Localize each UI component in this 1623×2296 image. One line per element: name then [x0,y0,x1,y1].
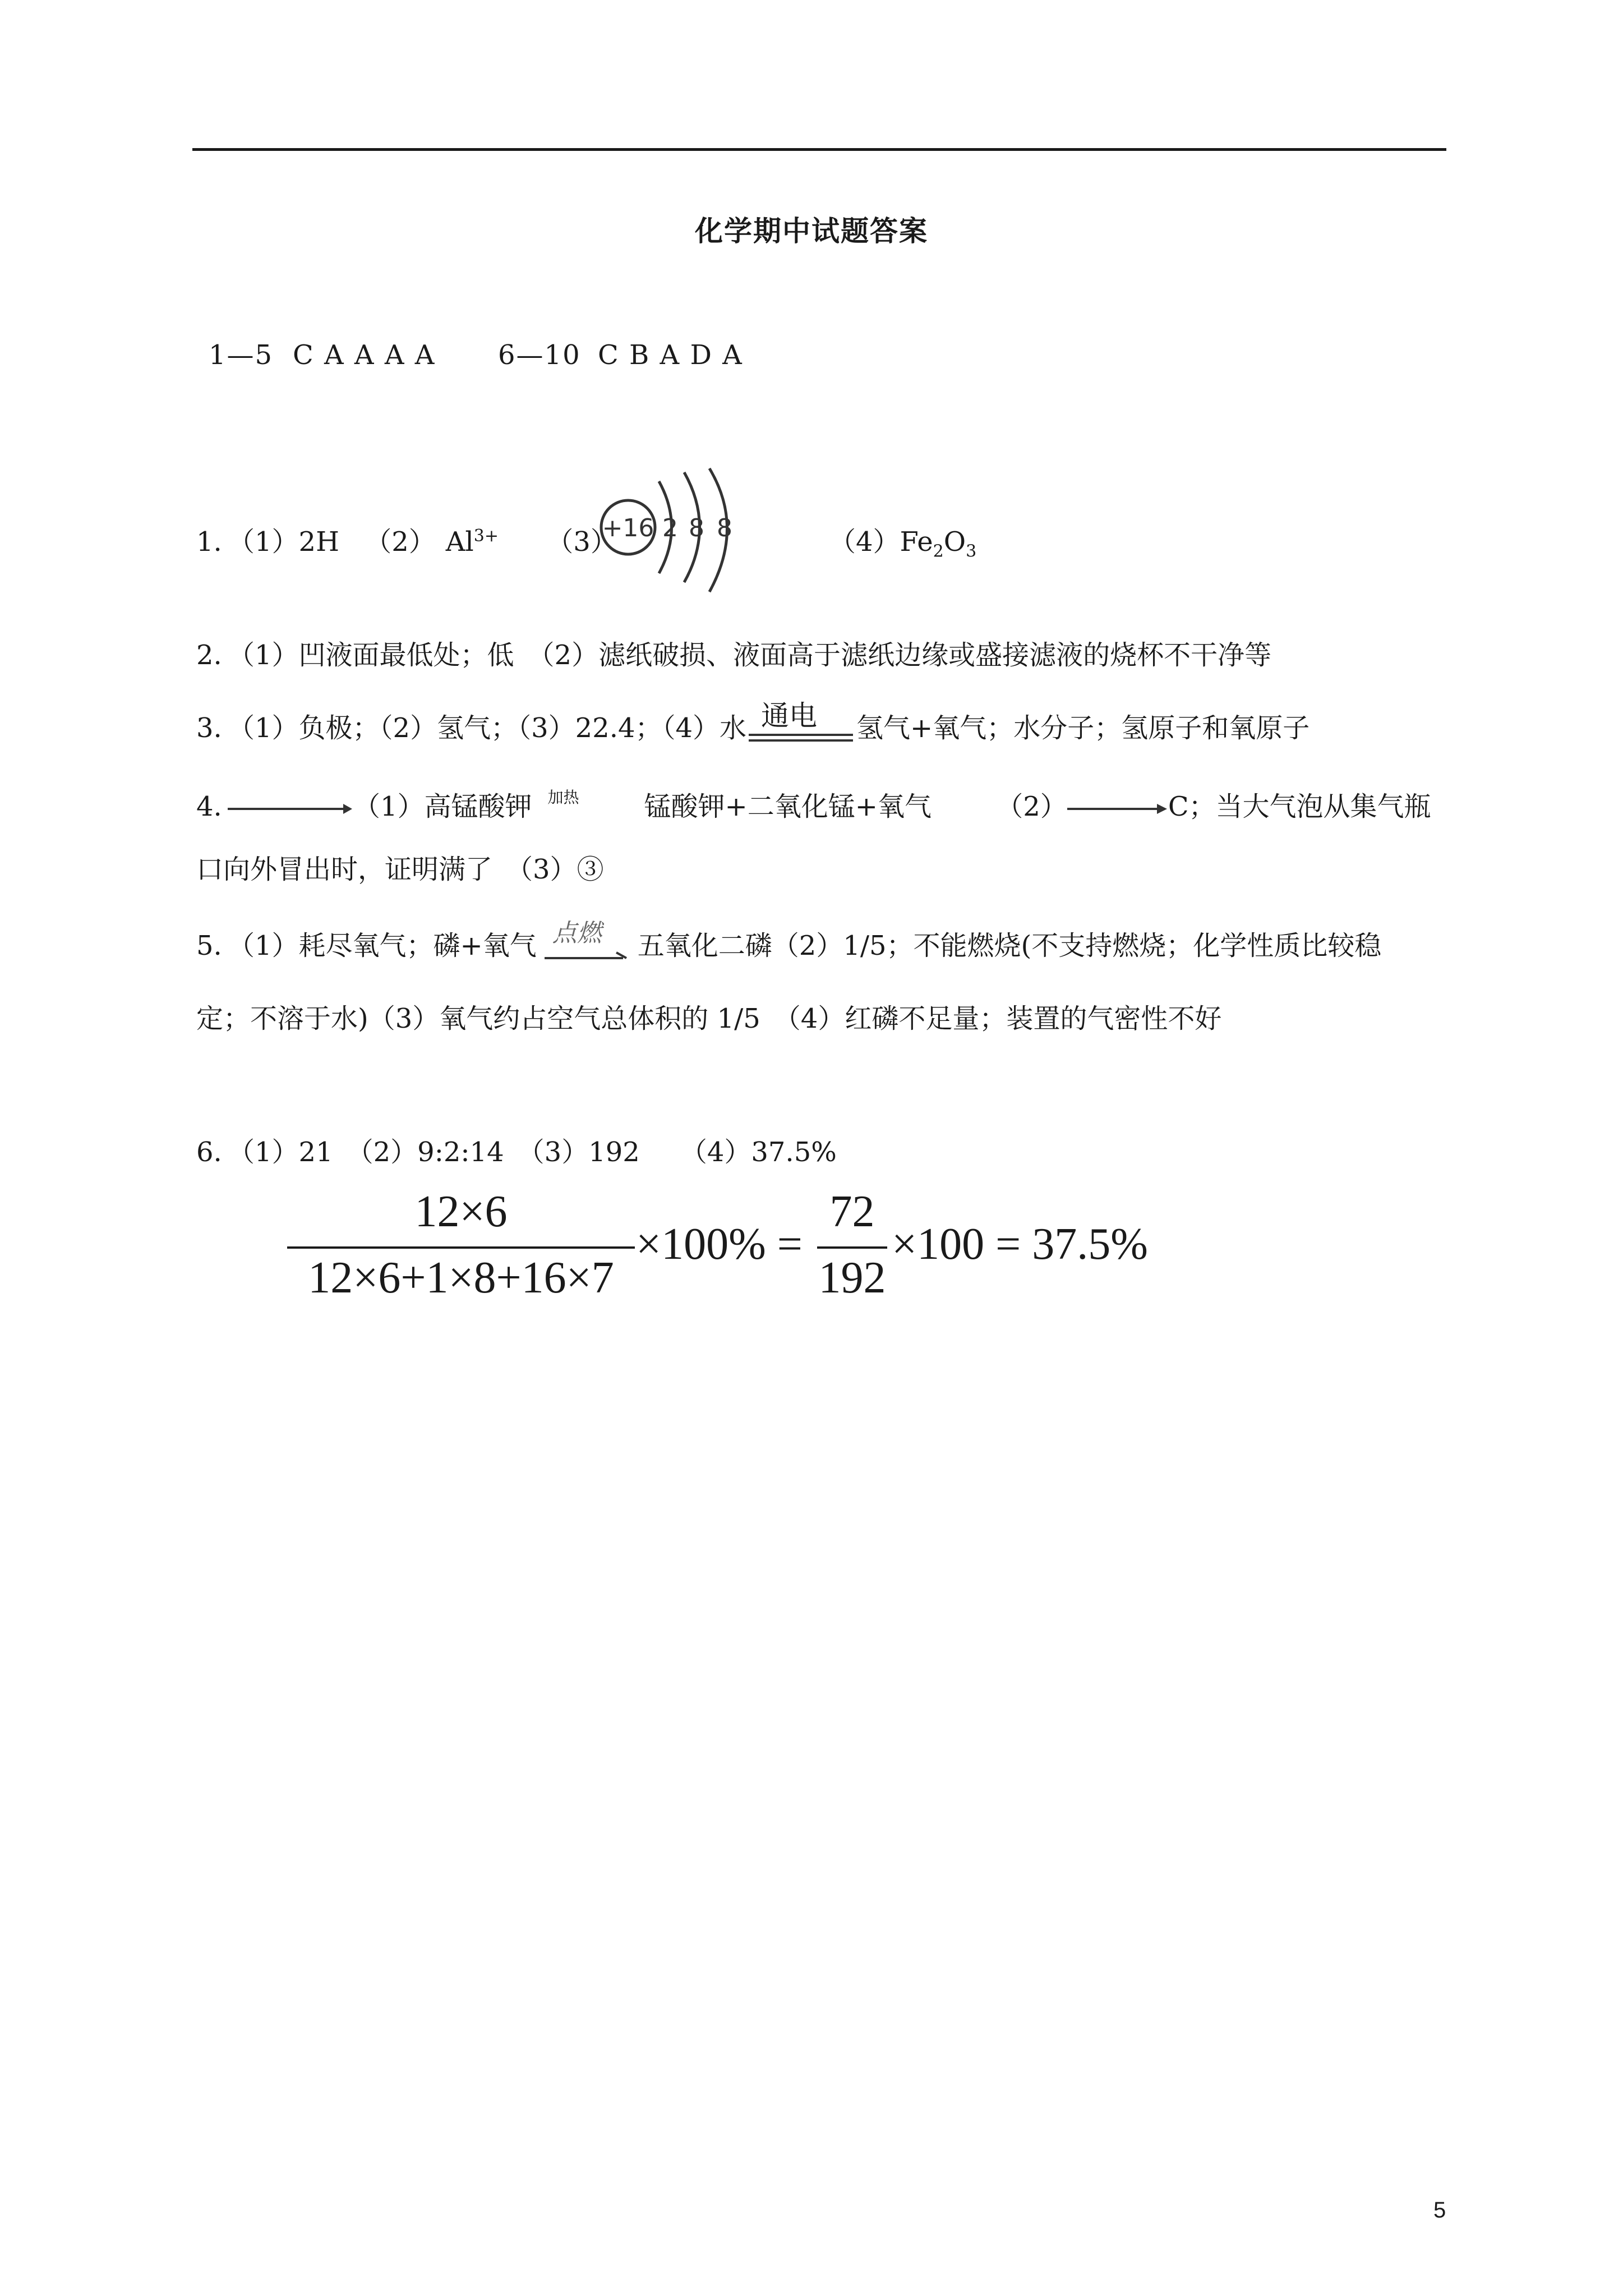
q5-line-2: 定；不溶于水)（3）氧气约占空气总体积的 1/5 （4）红磷不足量；装置的气密性不好 [196,1003,1222,1034]
q4-number: 4. [196,791,222,822]
q6-line [196,1135,837,1169]
heating-condition [532,790,644,823]
q1-part3-label: （3） [546,526,617,558]
q4-products: 锰酸钾+二氧化锰+氧气 [644,791,932,822]
mc-answers-2: C B A D A [598,339,743,371]
q3-text-before: （1）负极；（2）氢气；（3）22.4；（4）水 [228,712,747,744]
formula-result: ×100 = 37.5% [892,1220,1148,1269]
q1-part2-charge: 3+ [473,526,499,546]
q1-part1-label: （1） [228,526,299,558]
q4-part2-label: （2） [996,791,1067,822]
formula-fe: Fe [900,526,933,558]
mc-range-2: 6—10 [498,339,581,371]
percentage-formula [287,1186,1184,1310]
formula-sub-3: 3 [966,541,977,562]
fraction-2-bar [817,1246,887,1249]
q3-line [196,700,1310,745]
formula-o: O [943,526,966,558]
q5-number: 5. [196,930,222,961]
page-number: 5 [1433,2198,1446,2223]
q2-text: （1）凹液面最低处；低 （2）滤纸破损、液面高于滤纸边缘或盛接滤液的烧杯不干净等 [228,639,1272,671]
q3-number: 3. [196,712,222,744]
shell-1-electrons: 2 [662,514,678,542]
shell-2-electrons: 8 [689,514,704,542]
q6-number: 6. [196,1137,222,1168]
q5-text-after: 五氧化二磷（2）1/5；不能燃烧(不支持燃烧；化学性质比较稳 [637,930,1382,961]
q4-line-2: 口向外冒出时，证明满了 （3）③ [196,854,604,885]
q1-part2-label: （2） [365,526,436,558]
mc-answers-1: C A A A A [293,339,436,371]
ignition-condition [537,919,638,963]
arrow-icon [228,802,353,816]
fraction-2-denominator: 192 [818,1253,886,1303]
q1-part1-answer: 2H [298,526,339,558]
equals-bar-top [749,734,853,736]
arrow-icon [545,949,629,963]
q1-part4-label: （4） [829,526,900,558]
q5-text-before: （1）耗尽氧气；磷+氧气 [228,930,537,961]
shell-3-electrons: 8 [717,514,732,542]
q1-number: 1. [196,526,222,558]
q1-part4 [829,525,977,562]
equals-bar-bottom [749,739,853,742]
formula-middle: ×100% = [636,1220,803,1269]
q3-text-after: 氢气+氧气；水分子；氢原子和氧原子 [856,712,1310,744]
page-title: 化学期中试题答案 [695,214,928,247]
arrow-icon [1067,802,1168,816]
nucleus-charge: +16 [602,514,654,542]
header-rule [192,148,1446,151]
fraction-2-numerator: 72 [829,1187,875,1236]
fraction-1-denominator: 12×6+1×8+16×7 [308,1253,614,1303]
q2-number: 2. [196,639,222,671]
fraction-1-numerator: 12×6 [414,1187,508,1236]
sulfur-ion-structure-diagram [594,466,746,600]
formula-sub-2: 2 [933,541,944,562]
q1-line [196,525,617,559]
q5-line-1 [196,919,1382,963]
condition-ignite: 点燃 [552,919,602,947]
q6-text: （1）21 （2）9:2:14 （3）192 （4）37.5% [228,1137,837,1168]
q1-part2-answer: Al [445,526,474,558]
condition-electrify: 通电 [761,700,818,732]
q4-part2-text: C；当大气泡从集气瓶 [1168,791,1431,822]
fraction-1-bar [287,1246,635,1249]
condition-heat: 加热 [547,788,579,807]
q4-part1: （1）高锰酸钾 [353,791,532,822]
mc-range-1: 1—5 [209,339,274,371]
q2-line [196,638,1271,672]
q4-line-1 [196,790,1431,823]
electrolysis-condition [746,700,856,745]
